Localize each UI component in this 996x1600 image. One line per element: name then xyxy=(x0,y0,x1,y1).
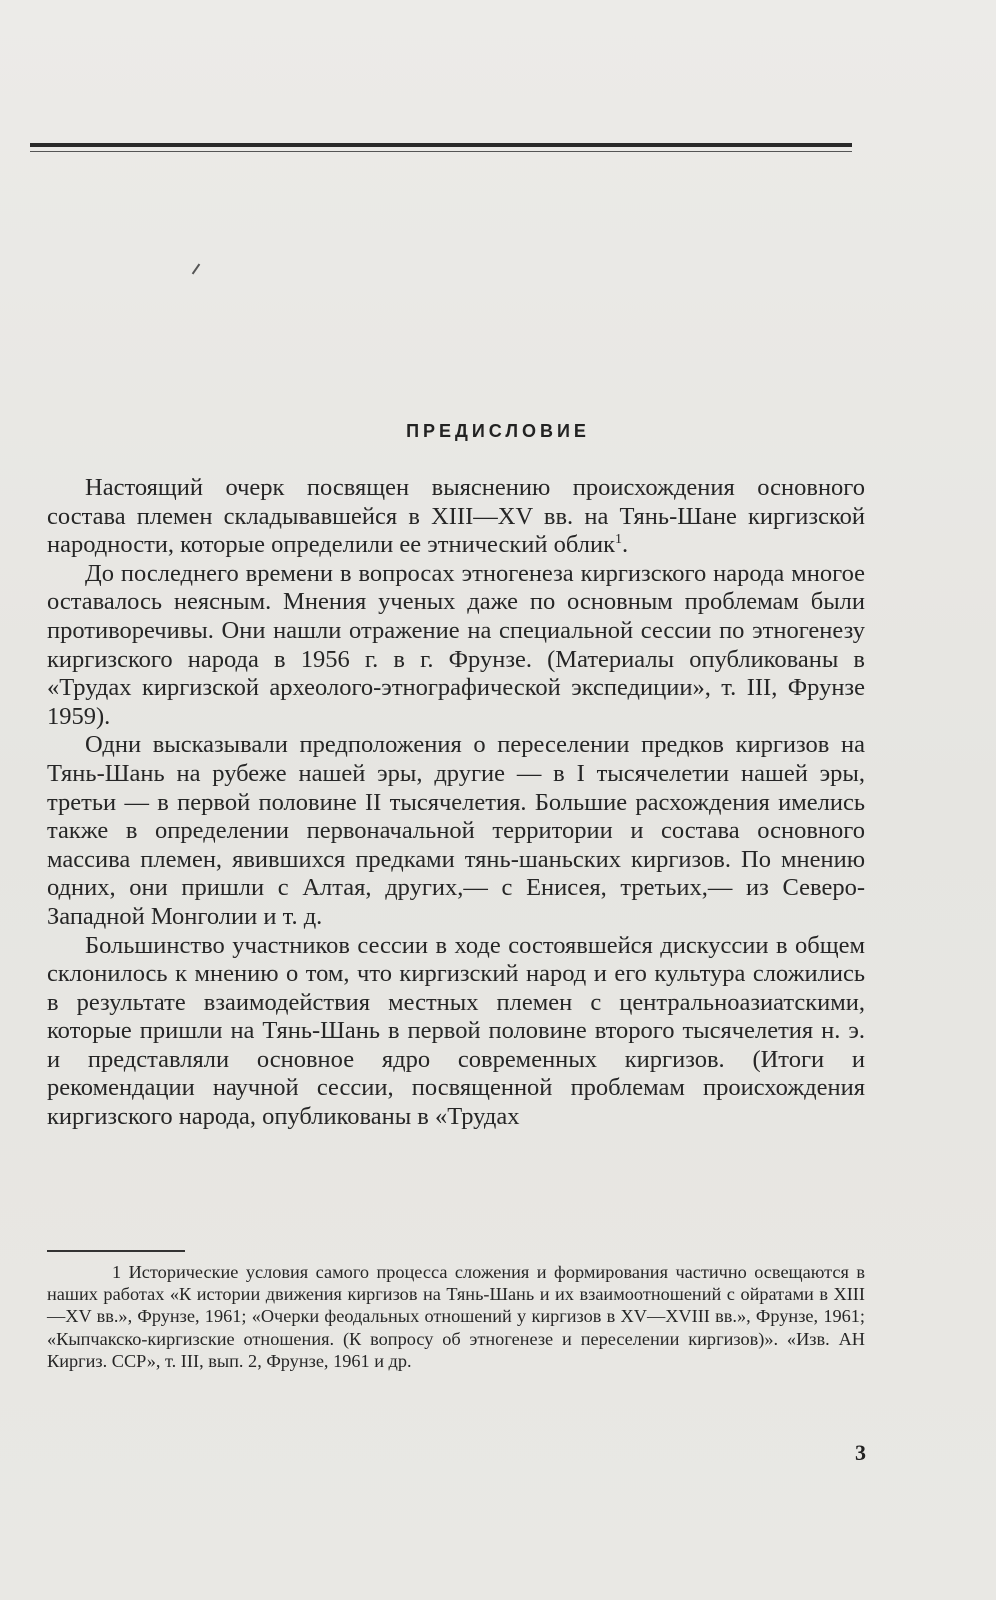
stray-mark xyxy=(192,264,201,275)
footnote xyxy=(47,1261,865,1372)
footnote-ref: 1 xyxy=(615,532,622,548)
paragraph-2: До последнего времени в вопросах этногенеза киргизского народа многое оставалось неясным. Мнения ученых даже по основным проблемам были противоречивы. Они нашли отражение на специальной сессии по этногенезу киргизского народа в 1956 г. в г. Фрунзе. (Материалы опубликованы в «Трудах киргизской археолого-этнографической экспедиции», т. III, Фрунзе 1959). xyxy=(47,559,865,730)
top-rule xyxy=(30,143,852,147)
page-heading: ПРЕДИСЛОВИЕ xyxy=(406,421,590,441)
paragraph-1: Настоящий очерк посвящен выяснению происхождения основного состава племен складывавшейся в XIII—XV вв. на Тянь-Шане киргизской народности, которые определили ее этнический облик$^1$. xyxy=(47,474,865,559)
paragraph-3: Одни высказывали предположения о переселении предков киргизов на Тянь-Шань на рубеже нашей эры, другие — в I тысячелетии нашей эры, третьи — в первой половине II тысячелетия. Большие расхождения имелись также в определении первоначальной территории и состава основного массива племен, явившихся предками тянь-шаньских киргизов. По мнению одних, они пришли с Алтая, других,— с Енисея, третьих,— из Северо-Западной Монголии и т. д. xyxy=(47,731,865,930)
footnote-rule xyxy=(47,1250,185,1252)
top-rule-thin xyxy=(30,151,852,152)
body-text xyxy=(47,474,865,1132)
page-number: 3 xyxy=(855,1440,866,1465)
footnote-text: 1 Исторические условия самого процесса сложения и формирования частично освещаются в наших работах «К истории движения киргизов на Тянь-Шань и их взаимоотношений с ойратами в XIII—XV вв.», Фрунзе, 1961; «Очерки феодальных отношений у киргизов в XV—XVIII вв.», Фрунзе, 1961; «Кыпчакско-киргизские отношения. (К вопросу об этногенезе и переселении киргизов)». «Изв. АН Киргиз. ССР», т. III, вып. 2, Фрунзе, 1961 и др. xyxy=(47,1262,865,1371)
paragraph-4: Большинство участников сессии в ходе состоявшейся дискуссии в общем склонилось к мнению о том, что киргизский народ и его культура сложились в результате взаимодействия местных племен с центральноазиатскими, которые пришли на Тянь-Шань в первой половине второго тысячелетия н. э. и представляли основное ядро современных киргизов. (Итоги и рекомендации научной сессии, посвященной проблемам происхождения киргизского народа, опубликованы в «Трудах xyxy=(47,931,865,1131)
